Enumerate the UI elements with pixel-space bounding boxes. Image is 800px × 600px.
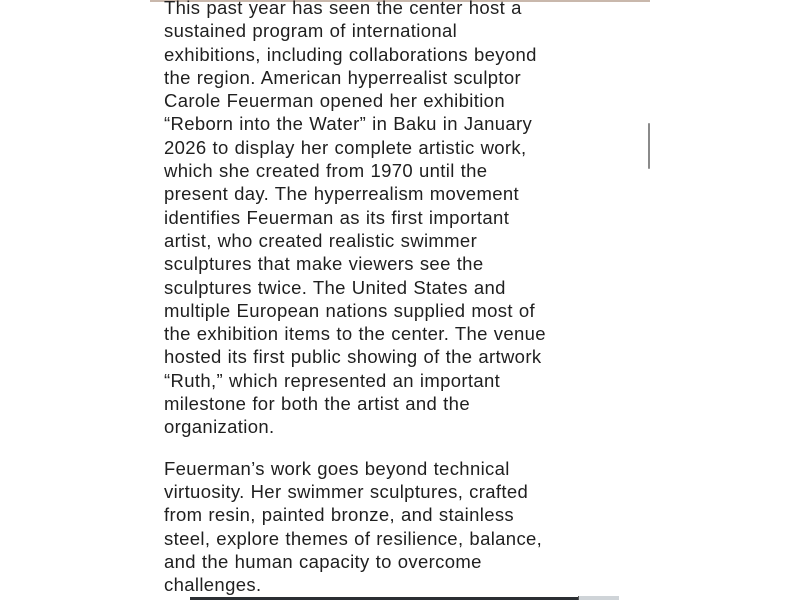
scrollbar-thumb[interactable] xyxy=(648,123,650,169)
article-image-corner xyxy=(578,596,619,600)
paragraph-2: Feuerman’s work goes beyond technical virtuosity. Her swimmer sculptures, crafted from resin, painted bronze, and stainless steel, explore themes of resilience, balance, and the human capacity to overcome challenges. xyxy=(164,457,543,596)
article-body xyxy=(164,0,644,600)
paragraph-1: This past year has seen the center host a sustained program of international exhibitions, including collaborations beyond the region. American hyperrealist sculptor Carole Feuerman opened her exhibition “Reborn into the Water” in Baku in January 2026 to display her complete artistic work, which she created from 1970 until the present day. The hyperrealism movement identifies Feuerman as its first important artist, who created realistic swimmer sculptures that make viewers see the sculptures twice. The United States and multiple European nations supplied most of the exhibition items to the center. The venue hosted its first public showing of the artwork “Ruth,” which represented an important milestone for both the artist and the organization. xyxy=(164,0,546,438)
